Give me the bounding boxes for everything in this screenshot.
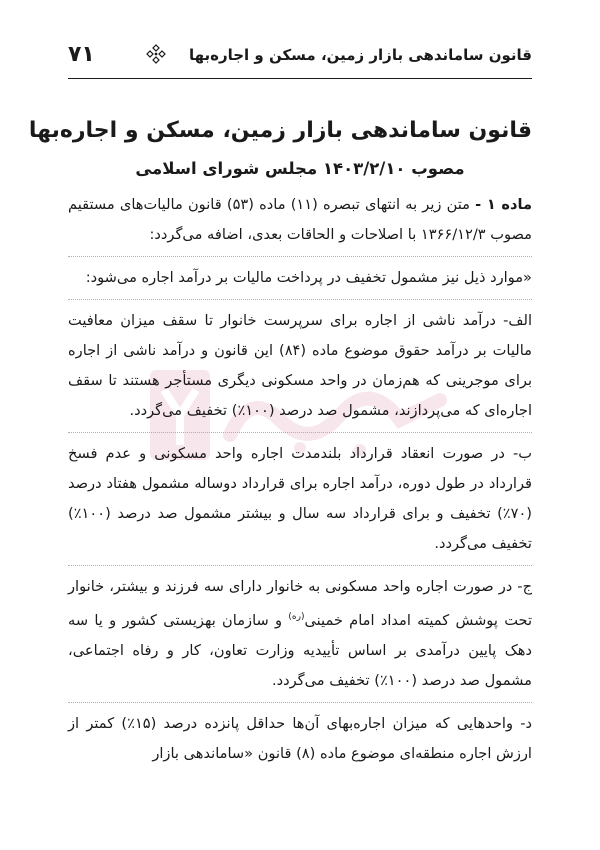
paragraph-divider [68, 256, 532, 257]
running-header [68, 40, 532, 76]
clause-jim [68, 572, 532, 696]
clause-dal: د- واحدهایی که میزان اجاره‌بهای آن‌ها حداقل پانزده درصد (۱۵٪) کمتر از ارزش اجاره منطقه‌ای موضوع ماده (۸) قانون «ساماندهی بازار [68, 714, 532, 762]
diamond-ornament-icon [146, 44, 166, 64]
clause-jim-part-1: ج- در صورت اجاره واحد مسکونی به خانوار دارای سه فرزند و بیشتر، خانوار تحت پوشش کمیته امداد امام خمینی [68, 578, 533, 629]
document-subtitle: مصوب ۱۴۰۳/۲/۱۰ مجلس شورای اسلامی [135, 159, 465, 178]
header-divider [68, 78, 532, 79]
article-1-text: متن زیر به انتهای تبصره (۱۱) ماده (۵۳) قانون مالیات‌های مستقیم مصوب ۱۳۶۶/۱۲/۳ با اصلاحات و الحاقات بعدی، اضافه می‌گردد: [68, 196, 532, 243]
article-1 [68, 190, 532, 250]
document-title: قانون ساماندهی بازار زمین، مسکن و اجاره‌بها [28, 118, 532, 143]
page-content [28, 118, 533, 769]
running-title: قانون ساماندهی بازار زمین، مسکن و اجاره‌بها [188, 46, 532, 64]
paragraph-divider [68, 299, 532, 300]
clause-jim-part-2: و سازمان بهزیستی کشور و یا سه دهک پایین درآمدی بر اساس تأییدیه وزارت تعاون، کار و رفاه اجتماعی، مشمول صد درصد (۱۰۰٪) تخفیف می‌گردد. [68, 611, 532, 689]
page-number: ۷۱ [68, 42, 95, 67]
intro-quote: «موارد ذیل نیز مشمول تخفیف در پرداخت مالیات بر درآمد اجاره می‌شود: [85, 269, 532, 286]
honorific-superscript: (ره) [288, 612, 305, 622]
paragraph-divider [68, 565, 532, 566]
clause-alef: الف- درآمد ناشی از اجاره برای سرپرست خانوار تا سقف میزان معافیت مالیات بر درآمد حقوق موضوع ماده (۸۴) این قانون و درآمد ناشی از اجاره برای موجرینی که هم‌زمان در واحد مسکونی دیگری مستأجر هستند تا سقف اجاره‌ای که می‌پردازند، مشمول صد درصد (۱۰۰٪) تخفیف می‌گردد. [68, 312, 532, 419]
article-1-label: ماده ۱ - [475, 196, 533, 213]
paragraph-divider [68, 702, 532, 703]
paragraph-divider [68, 432, 532, 433]
clause-be: ب- در صورت انعقاد قرارداد بلندمدت اجاره واحد مسکونی و عدم فسخ قرارداد در طول دوره، درآمد اجاره برای قرارداد دوساله مشمول هفتاد درصد (۷۰٪) تخفیف و برای قرارداد سه سال و بیشتر مشمول صد درصد (۱۰۰٪) تخفیف می‌گردد. [68, 445, 532, 552]
